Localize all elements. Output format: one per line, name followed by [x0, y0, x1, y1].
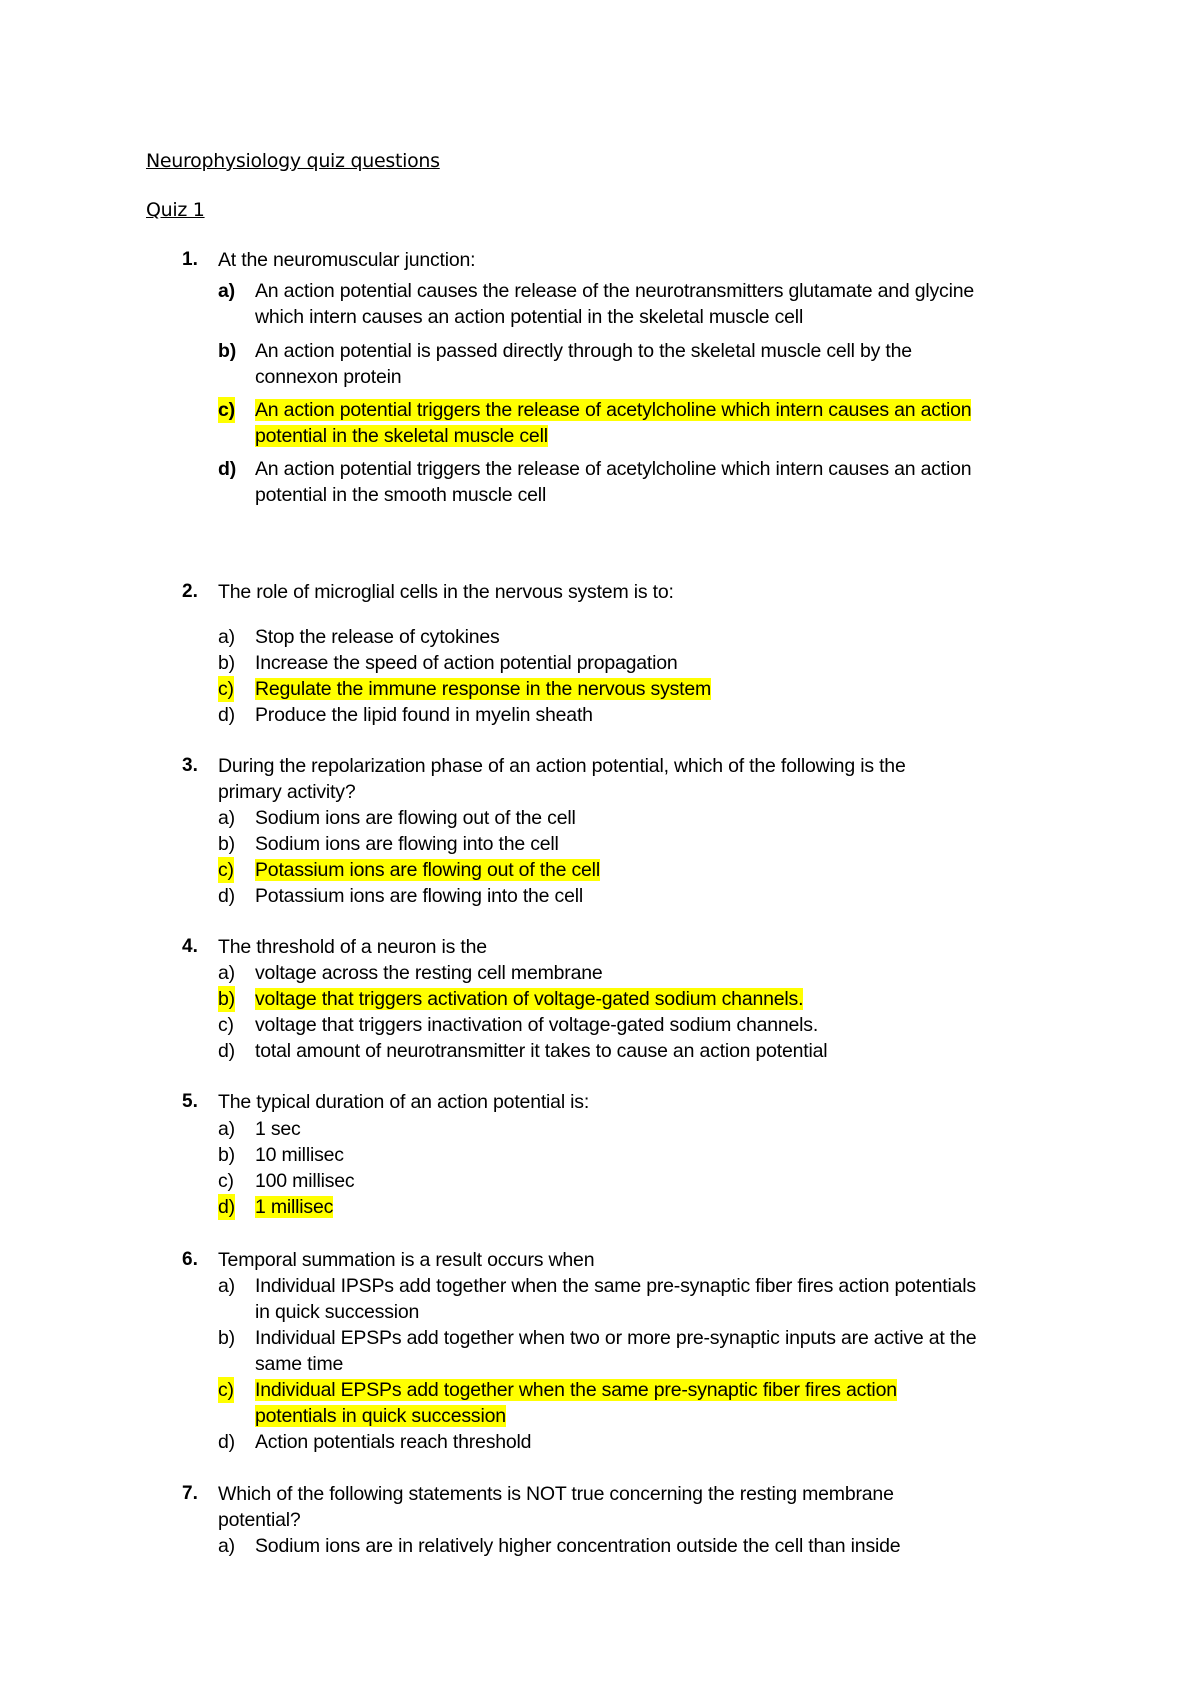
option-5c	[218, 1168, 1068, 1194]
option-text-line: Increase the speed of action potential propagation	[255, 652, 678, 674]
option-text-line: potential in the smooth muscle cell	[255, 484, 547, 506]
option-text-line: Sodium ions are flowing into the cell	[255, 833, 559, 855]
option-text-line: 1 millisec	[255, 1196, 334, 1218]
option-text-line: 10 millisec	[255, 1144, 344, 1166]
option-1a	[218, 278, 1068, 330]
option-text-line: Sodium ions are in relatively higher concentration outside the cell than inside	[255, 1535, 901, 1557]
option-1d	[218, 456, 1068, 508]
option-text-line: An action potential triggers the release of acetylcholine which intern causes an action	[255, 399, 972, 421]
option-letter: a)	[218, 807, 235, 829]
question-text: At the neuromuscular junction:	[218, 249, 476, 271]
option-text-line: voltage that triggers inactivation of voltage-gated sodium channels.	[255, 1014, 819, 1036]
option-text-line: Produce the lipid found in myelin sheath	[255, 704, 593, 726]
option-letter: c)	[218, 859, 234, 881]
option-2d	[218, 702, 1068, 728]
option-letter: a)	[218, 626, 235, 648]
option-text-line: Individual IPSPs add together when the same pre-synaptic fiber fires action potentials	[255, 1275, 976, 1297]
option-5a	[218, 1116, 1068, 1142]
option-text-line: which intern causes an action potential in the skeletal muscle cell	[255, 306, 804, 328]
option-1b	[218, 338, 1068, 390]
question-text	[218, 753, 1068, 805]
question-text: The typical duration of an action potential is:	[218, 1091, 590, 1113]
option-4a	[218, 960, 1068, 986]
option-letter: c)	[218, 678, 234, 700]
option-text-line: Regulate the immune response in the nervous system	[255, 678, 712, 700]
option-text-line: in quick succession	[255, 1301, 420, 1323]
option-text-line: Potassium ions are flowing out of the cell	[255, 859, 600, 881]
option-text-line: Action potentials reach threshold	[255, 1431, 532, 1453]
option-text-line: voltage that triggers activation of voltage-gated sodium channels.	[255, 988, 804, 1010]
option-2a	[218, 624, 1068, 650]
option-text-line: connexon protein	[255, 366, 402, 388]
option-text-line: Individual EPSPs add together when the same pre-synaptic fiber fires action	[255, 1379, 897, 1401]
option-4c	[218, 1012, 1068, 1038]
option-letter: d)	[218, 1431, 235, 1453]
question-number: 3.	[182, 755, 198, 776]
question-text: The role of microglial cells in the nervous system is to:	[218, 581, 674, 603]
option-text-line: 100 millisec	[255, 1170, 355, 1192]
option-6b	[218, 1325, 1068, 1377]
option-6d	[218, 1429, 1068, 1455]
option-7a	[218, 1533, 1068, 1559]
option-text-line: potentials in quick succession	[255, 1405, 506, 1427]
option-6c-correct	[218, 1377, 1068, 1429]
question-text-line: Which of the following statements is NOT true concerning the resting membrane	[218, 1483, 894, 1505]
option-text-line: Individual EPSPs add together when two or more pre-synaptic inputs are active at the	[255, 1327, 977, 1349]
option-3d	[218, 883, 1068, 909]
option-3a	[218, 805, 1068, 831]
option-letter: b)	[218, 652, 235, 674]
option-6a	[218, 1273, 1068, 1325]
option-letter: b)	[218, 1327, 235, 1349]
option-text-line: An action potential triggers the release of acetylcholine which intern causes an action	[255, 458, 972, 480]
option-3c-correct	[218, 857, 1068, 883]
option-letter: d)	[218, 458, 237, 480]
option-text-line: total amount of neurotransmitter it takes to cause an action potential	[255, 1040, 828, 1062]
quiz-title: Quiz 1	[146, 199, 205, 221]
option-letter: a)	[218, 962, 235, 984]
option-text-line: An action potential causes the release of the neurotransmitters glutamate and glycine	[255, 280, 975, 302]
option-letter: a)	[218, 1118, 235, 1140]
option-text-line: Stop the release of cytokines	[255, 626, 500, 648]
option-text-line: potential in the skeletal muscle cell	[255, 425, 548, 447]
option-2c-correct	[218, 676, 1068, 702]
option-letter: d)	[218, 885, 235, 907]
question-number: 1.	[182, 249, 198, 270]
option-letter: b)	[218, 340, 237, 362]
option-text-line: An action potential is passed directly through to the skeletal muscle cell by the	[255, 340, 912, 362]
question-number: 4.	[182, 936, 198, 957]
option-letter: a)	[218, 1275, 235, 1297]
option-letter: c)	[218, 1379, 234, 1401]
option-letter: c)	[218, 399, 235, 421]
option-letter: b)	[218, 988, 235, 1010]
document-title: Neurophysiology quiz questions	[146, 150, 440, 172]
option-5b	[218, 1142, 1068, 1168]
option-text-line: voltage across the resting cell membrane	[255, 962, 603, 984]
option-letter: a)	[218, 280, 235, 302]
option-letter: d)	[218, 704, 235, 726]
question-text: Temporal summation is a result occurs when	[218, 1249, 595, 1271]
question-text: The threshold of a neuron is the	[218, 936, 487, 958]
option-text-line: Potassium ions are flowing into the cell	[255, 885, 584, 907]
question-number: 7.	[182, 1483, 198, 1504]
option-2b	[218, 650, 1068, 676]
option-1c-correct	[218, 397, 1068, 449]
option-text-line: Sodium ions are flowing out of the cell	[255, 807, 576, 829]
option-letter: d)	[218, 1040, 235, 1062]
option-letter: c)	[218, 1170, 234, 1192]
question-text-line: potential?	[218, 1509, 301, 1531]
question-text	[218, 1481, 1068, 1533]
option-letter: b)	[218, 1144, 235, 1166]
question-number: 5.	[182, 1091, 198, 1112]
option-5d-correct	[218, 1194, 1068, 1220]
question-number: 6.	[182, 1249, 198, 1270]
option-text-line: same time	[255, 1353, 344, 1375]
option-4d	[218, 1038, 1068, 1064]
option-4b-correct	[218, 986, 1068, 1012]
option-letter: c)	[218, 1014, 234, 1036]
option-3b	[218, 831, 1068, 857]
question-text-line: During the repolarization phase of an action potential, which of the following is the	[218, 755, 906, 777]
option-text-line: 1 sec	[255, 1118, 301, 1140]
option-letter: b)	[218, 833, 235, 855]
question-text-line: primary activity?	[218, 781, 356, 803]
option-letter: d)	[218, 1196, 235, 1218]
question-number: 2.	[182, 581, 198, 602]
option-letter: a)	[218, 1535, 235, 1557]
